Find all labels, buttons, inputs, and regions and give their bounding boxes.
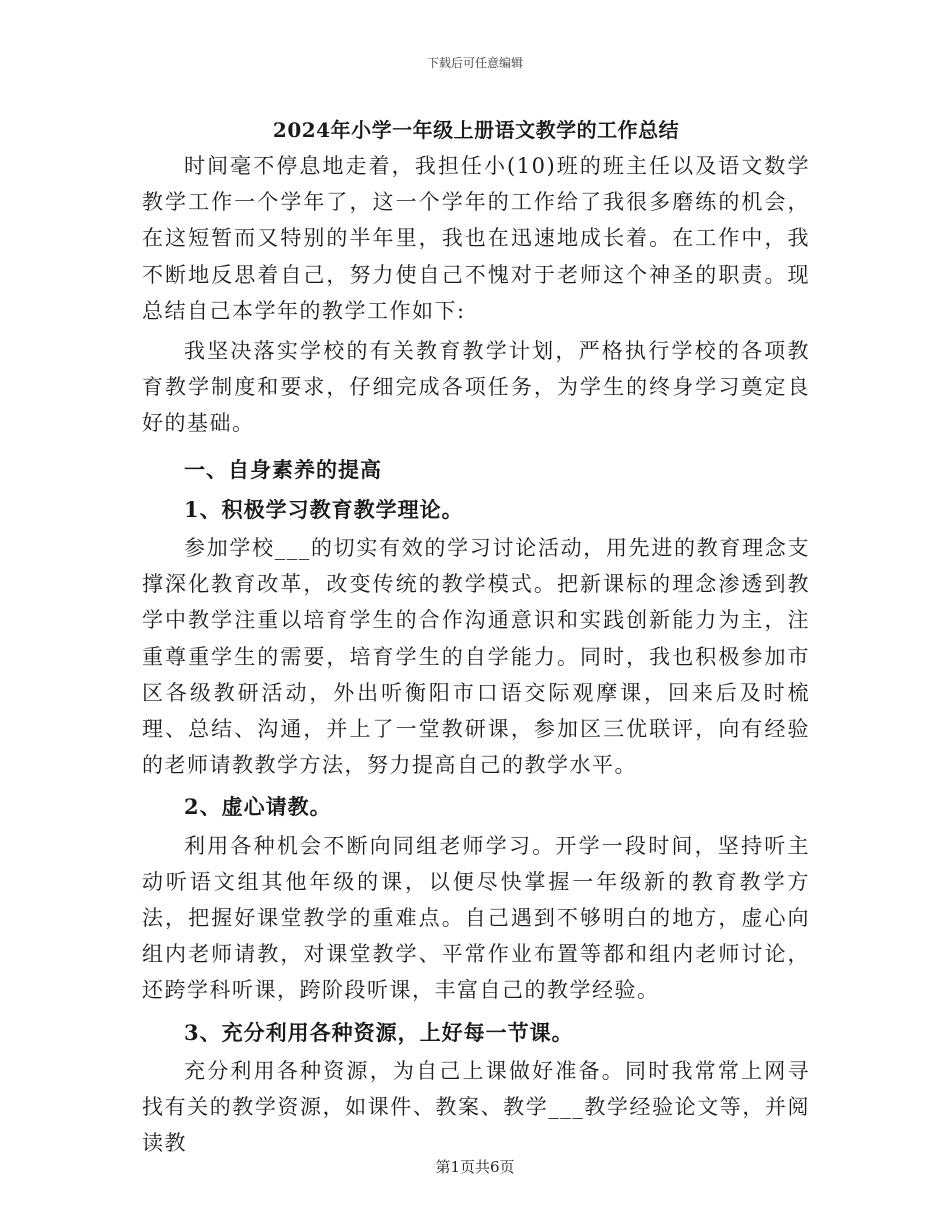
document-title: 2024年小学一年级上册语文教学的工作总结 xyxy=(272,118,680,142)
header-note: 下载后可任意编辑 xyxy=(426,56,523,70)
item-3-title: 3、充分利用各种资源，上好每一节课。 xyxy=(184,1019,574,1045)
item-2-title: 2、虚心请教。 xyxy=(184,794,332,820)
page-number: 第1页共6页 xyxy=(435,1158,515,1176)
document-body xyxy=(142,112,810,1161)
item-1-paragraph: 参加学校___的切实有效的学习讨论活动，用先进的教育理念支撑深化教育改革，改变传统的教学模式。把新课标的理念渗透到教学中教学注重以培育学生的合作沟通意识和实践创新能力为主，注重尊重学生的需要，培育学生的自学能力。同时，我也积极参加市区各级教研活动，外出听衡阳市口语交际观摩课，回来后及时梳理、总结、沟通，并上了一堂教研课，参加区三优联评，向有经验的老师请教教学方法，努力提高自己的教学水平。 xyxy=(142,536,810,778)
item-1-title: 1、积极学习教育教学理论。 xyxy=(184,496,464,522)
intro-paragraph-2: 我坚决落实学校的有关教育教学计划，严格执行学校的各项教育教学制度和要求，仔细完成各项任务，为学生的终身学习奠定良好的基础。 xyxy=(142,339,810,436)
section-1-title: 一、自身素养的提高 xyxy=(184,456,382,482)
intro-paragraph-1: 时间毫不停息地走着，我担任小(10)班的班主任以及语文数学教学工作一个学年了，这一个学年的工作给了我很多磨练的机会，在这短暂而又特别的半年里，我也在迅速地成长着。在工作中，我不断地反思着自己，努力使自己不愧对于老师这个神圣的职责。现总结自己本学年的教学工作如下: xyxy=(142,154,810,323)
item-2-paragraph: 利用各种机会不断向同组老师学习。开学一段时间，坚持听主动听语文组其他年级的课，以便尽快掌握一年级新的教育教学方法，把握好课堂教学的重难点。自己遇到不够明白的地方，虚心向组内老师请教，对课堂教学、平常作业布置等都和组内老师讨论，还跨学科听课，跨阶段听课，丰富自己的教学经验。 xyxy=(142,833,810,1003)
item-3-paragraph: 充分利用各种资源，为自己上课做好准备。同时我常常上网寻找有关的教学资源，如课件、教案、教学___教学经验论文等，并阅读教 xyxy=(142,1058,810,1156)
